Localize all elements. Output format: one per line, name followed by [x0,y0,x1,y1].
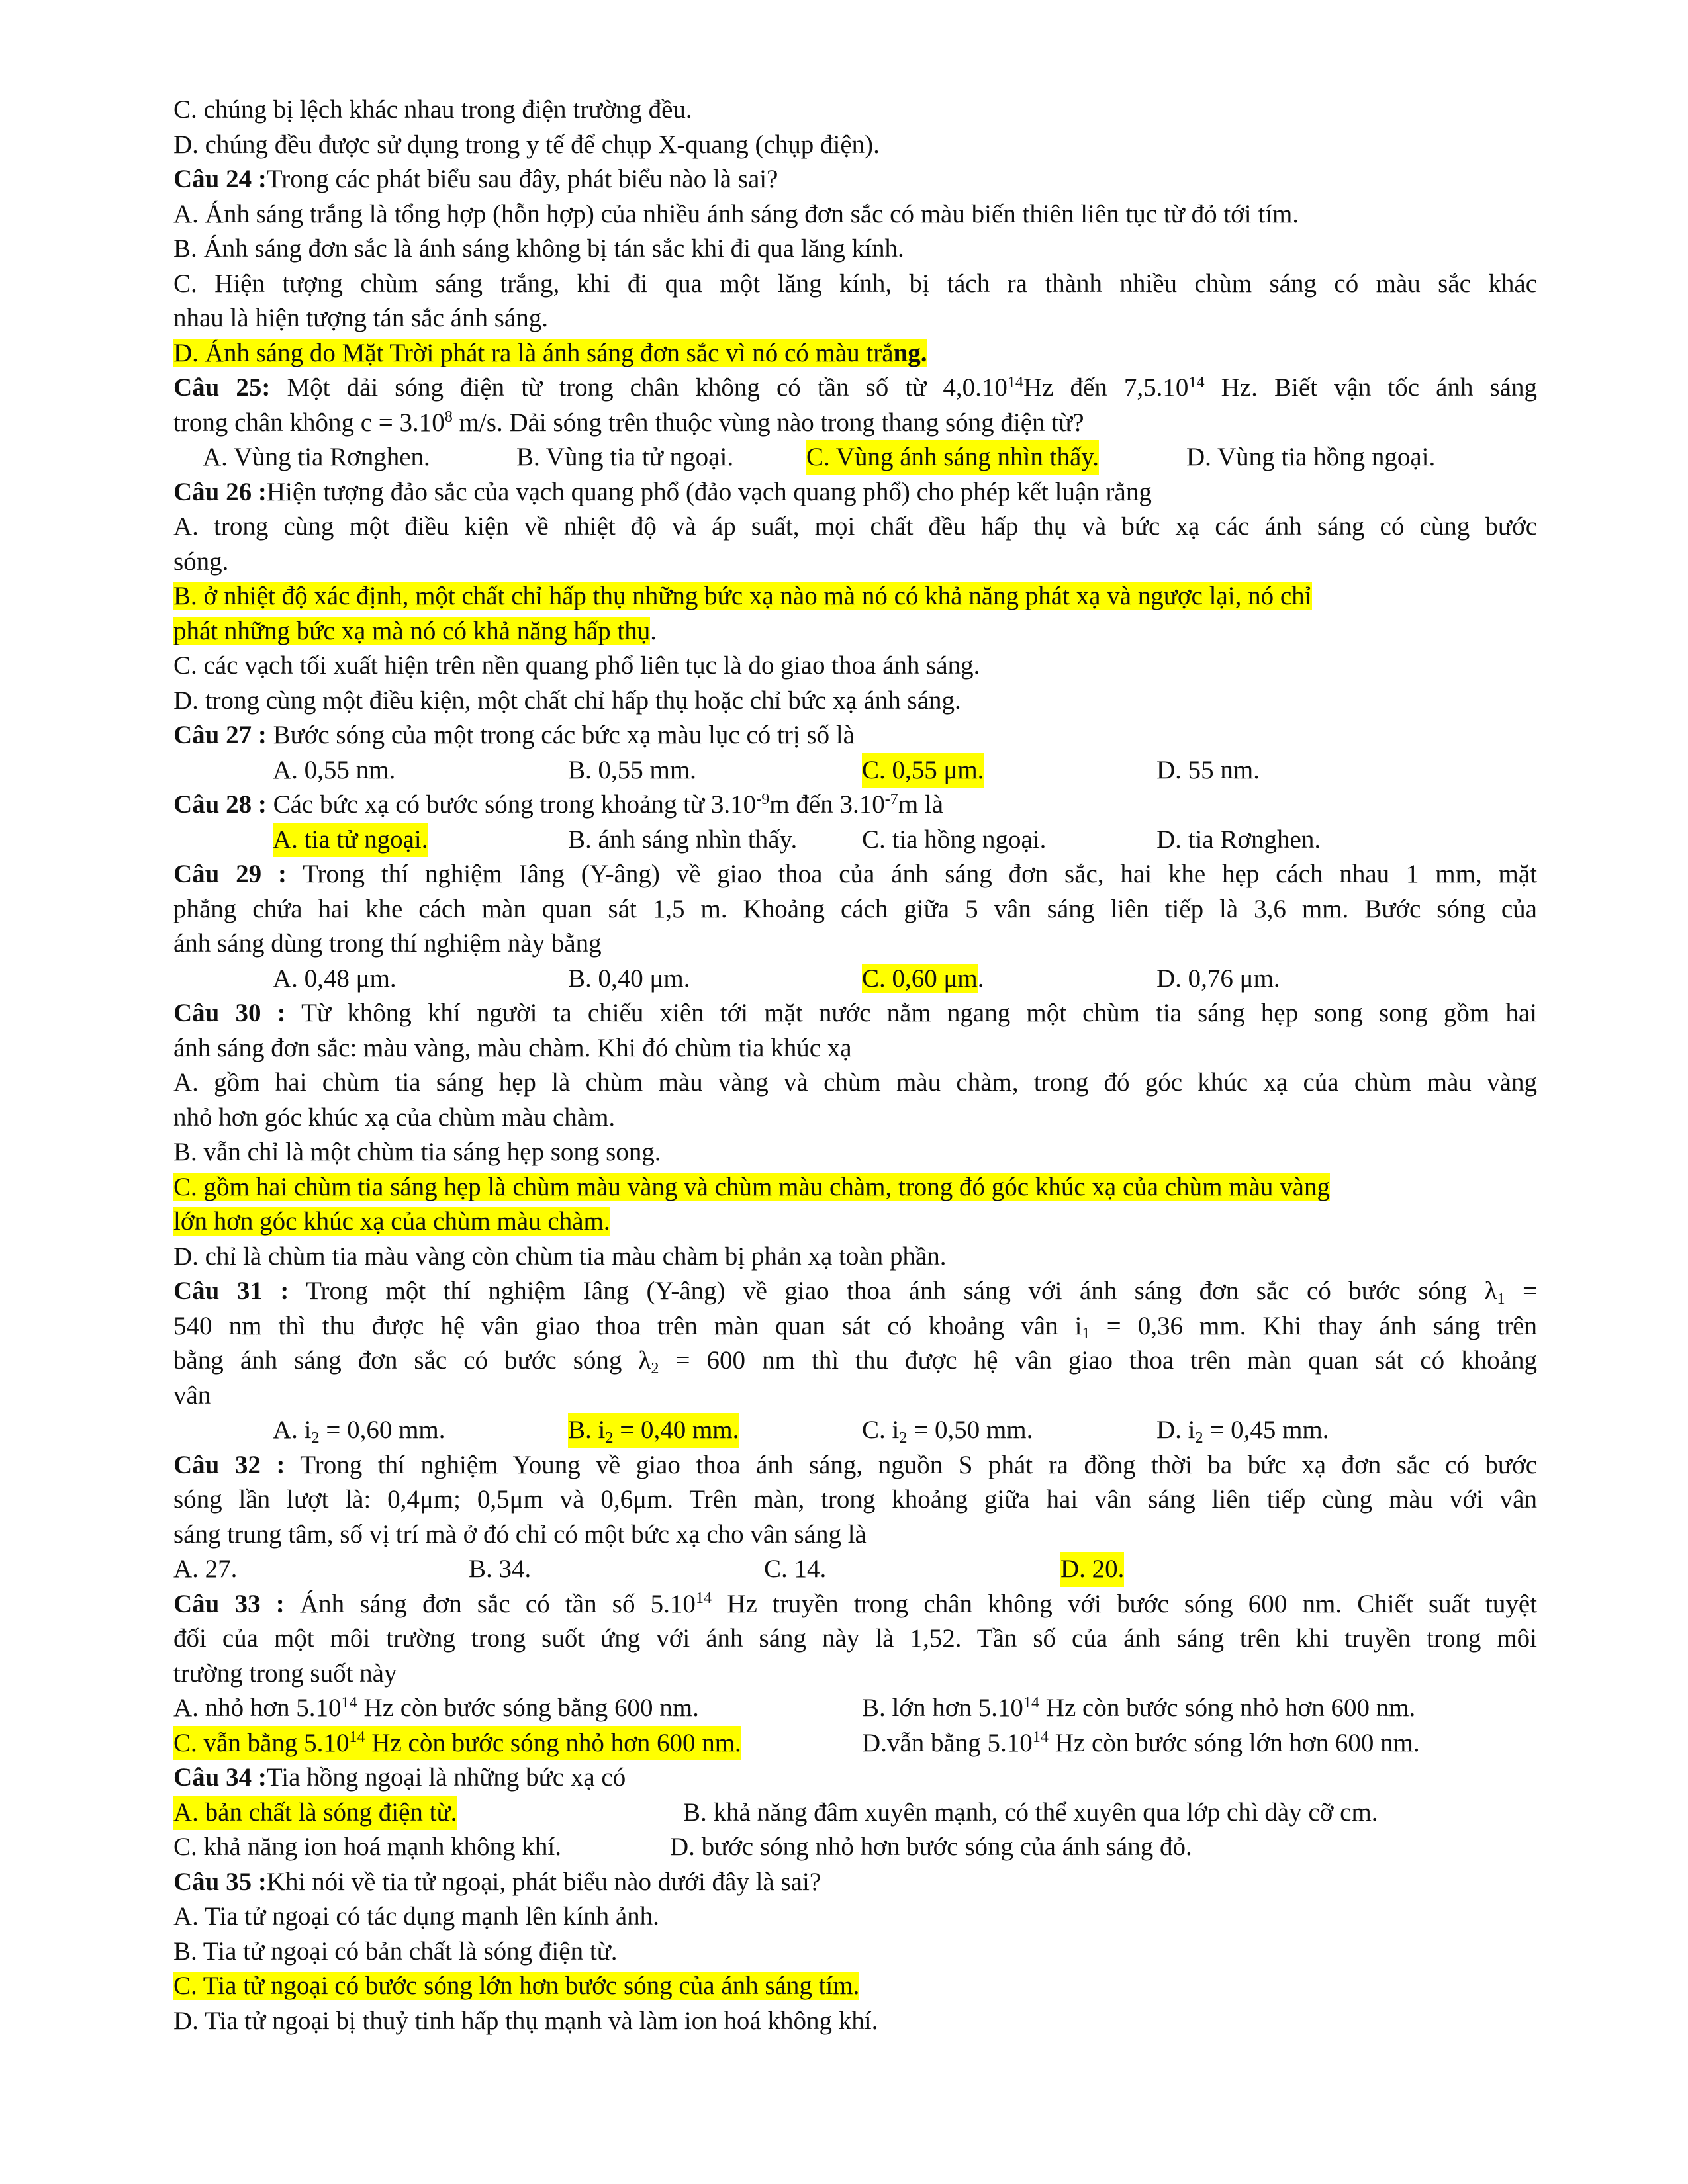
option-d: D. 55 nm. [1156,755,1260,784]
option-c-q26: C. các vạch tối xuất hiện trên nền quang phổ liên tục là do giao thoa ánh sáng. [173,651,980,680]
answer-highlight: D. Ánh sáng do Mặt Trời phát ra là ánh sáng đơn sắc vì nó có màu trắng. [173,338,927,367]
question-label: Câu 29 : [173,860,287,888]
option-c-answer: C. 0,60 μm. [862,964,984,993]
option-d-q26: D. trong cùng một điều kiện, một chất chỉ hấp thụ hoặc chỉ bức xạ ánh sáng. [173,686,961,715]
option-b: B. 0,40 μm. [568,964,690,993]
options-q25 [173,440,1537,475]
question-27: Câu 27 : Bước sóng của một trong các bức xạ màu lục có trị số là [173,721,855,749]
option-b: B. 0,55 mm. [568,755,696,784]
option-b-q35: B. Tia tử ngoại có bản chất là sóng điện từ. [173,1936,618,1966]
option-d-q23: D. chúng đều được sử dụng trong y tế để chụp X-quang (chụp điện). [173,130,880,159]
option-d-q30: D. chỉ là chùm tia màu vàng còn chùm tia màu chàm bị phản xạ toàn phần. [173,1242,947,1271]
question-25: Câu 25: Một dải sóng điện từ trong chân không có tần số từ 4,0.10$^{14}$Hz đến 7,5.10$^{14}$ Hz. Biết vận tốc ánh sáng [173,373,1537,402]
question-label: Câu 24 : [173,165,267,193]
question-label: Câu 26 : [173,477,267,506]
option-a: A. 0,48 μm. [273,964,397,993]
option-c-answer: C. 0,55 μm. [862,753,984,788]
question-35: Câu 35 :Khi nói về tia tử ngoại, phát biểu nào dưới đây là sai? [173,1867,821,1896]
question-32: Câu 32 : Trong thí nghiệm Young về giao thoa ánh sáng, nguồn S phát ra đồng thời ba bức xạ đơn sắc có bước [173,1450,1537,1479]
option-c-q24: C. Hiện tượng chùm sáng trắng, khi đi qua một lăng kính, bị tách ra thành nhiều chùm sáng có màu sắc khác [173,269,1537,298]
question-26: Câu 26 :Hiện tượng đảo sắc của vạch quang phổ (đảo vạch quang phổ) cho phép kết luận rằng [173,477,1152,506]
option-a: A. Vùng tia Rơnghen. [203,443,430,471]
option-c: C. khả năng ion hoá mạnh không khí. [173,1833,562,1861]
options-q27 [173,753,1537,788]
option-a: A. nhỏ hơn 5.10$^{14}$ Hz còn bước sóng bằng 600 nm. [173,1693,699,1722]
question-30: Câu 30 : Từ không khí người ta chiếu xiên tới mặt nước nằm ngang một chùm tia sáng hẹp song song gồm hai [173,999,1538,1027]
question-label: Câu 28 : [173,790,267,819]
option-c-q24-cont: nhau là hiện tượng tán sắc ánh sáng. [173,304,548,332]
question-30-cont: ánh sáng đơn sắc: màu vàng, màu chàm. Khi đó chùm tia khúc xạ [173,1033,852,1062]
question-32-cont2: sáng trung tâm, số vị trí mà ở đó chỉ có một bức xạ cho vân sáng là [173,1520,867,1549]
question-33-cont: đối của một môi trường trong suốt ứng với ánh sáng này là 1,52. Tần số của ánh sáng trên khi truyền trong môi [173,1624,1537,1653]
answer-highlight: phát những bức xạ mà nó có khả năng hấp thụ [173,616,651,645]
option-a-q26-cont: sóng. [173,547,229,576]
question-28: Câu 28 : Các bức xạ có bước sóng trong khoảng từ $3.10^{-9}m$ đến $3.10^{-7}m$ là [173,790,944,819]
question-33-cont2: trường trong suốt này [173,1659,397,1688]
option-d: D.vẫn bằng 5.10$^{14}$ Hz còn bước sóng lớn hơn 600 nm. [862,1728,1420,1757]
option-d: D. bước sóng nhỏ hơn bước sóng của ánh sáng đỏ. [670,1833,1192,1861]
question-32-cont: sóng lần lượt là: 0,4μm; 0,5μm và 0,6μm. Trên màn, trong khoảng giữa hai vân sáng liên tiếp cùng màu với vân [173,1485,1537,1514]
option-d-q24-answer [173,336,1537,371]
question-29-cont: phẳng chứa hai khe cách màn quan sát 1,5 m. Khoảng cách giữa 5 vân sáng liên tiếp là 3,6 mm. Bước sóng của [173,894,1537,923]
option-c: C. tia hồng ngoại. [862,825,1047,854]
question-label: Câu 31 : [173,1277,289,1305]
option-b-q30: B. vẫn chỉ là một chùm tia sáng hẹp song song. [173,1138,661,1166]
option-a-q26: A. trong cùng một điều kiện về nhiệt độ và áp suất, mọi chất đều hấp thụ và bức xạ các ánh sáng có cùng bước [173,512,1537,541]
question-label: Câu 30 : [173,999,286,1027]
answer-highlight: B. ở nhiệt độ xác định, một chất chỉ hấp thụ những bức xạ nào mà nó có khả năng phát xạ và ngược lại, nó chỉ [173,582,1312,610]
question-29: Câu 29 : Trong thí nghiệm Iâng (Y-âng) về giao thoa của ánh sáng đơn sắc, hai khe hẹp cách nhau 1 mm, mặt [173,860,1537,888]
option-d: D. tia Rơnghen. [1156,825,1321,854]
option-c-q23: C. chúng bị lệch khác nhau trong điện trường đều. [173,95,692,124]
option-a: A. 0,55 nm. [273,755,396,784]
question-31-cont: 540 nm thì thu được hệ vân giao thoa trên màn quan sát có khoảng vân $i_1 = 0,36$ mm. Khi thay ánh sáng trên [173,1311,1537,1343]
option-c-q30-answer [173,1170,1537,1205]
options-q34-cd [173,1830,1537,1865]
question-29-cont2: ánh sáng dùng trong thí nghiệm này bằng [173,929,602,958]
option-a: A. $i_2 = 0,60$ mm. [273,1416,445,1447]
question-label: Câu 32 : [173,1450,285,1479]
question-31-cont3: vân [173,1381,211,1410]
option-c-answer: C. Vùng ánh sáng nhìn thấy. [806,440,1099,475]
option-a-answer: A. tia tử ngoại. [273,823,428,858]
option-b-q26-answer-cont: phát những bức xạ mà nó có khả năng hấp thụ. [173,616,657,645]
option-c: C. 14. [764,1555,827,1583]
option-d-q35: D. Tia tử ngoại bị thuỷ tinh hấp thụ mạnh và làm ion hoá không khí. [173,2006,878,2035]
option-b-q24: B. Ánh sáng đơn sắc là ánh sáng không bị tán sắc khi đi qua lăng kính. [173,234,904,263]
option-a-answer: A. bản chất là sóng điện từ. [173,1796,457,1831]
option-b: B. 34. [469,1555,532,1583]
option-c-q30-answer-cont [173,1205,1537,1240]
answer-highlight: lớn hơn góc khúc xạ của chùm màu chàm. [173,1207,610,1236]
options-q28 [173,823,1537,858]
option-c: C. $i_2 = 0,50$ mm. [862,1416,1033,1447]
document-page [173,93,1537,2038]
option-a: A. 27. [173,1555,238,1583]
option-b-answer: B. $i_2 = 0,40$ mm. [568,1413,739,1448]
option-c-q35-answer [173,1969,1537,2004]
answer-highlight: C. gồm hai chùm tia sáng hẹp là chùm màu vàng và chùm màu chàm, trong đó góc khúc xạ của chùm màu vàng [173,1172,1330,1201]
options-q32 [173,1552,1537,1587]
question-33: Câu 33 : Ánh sáng đơn sắc có tần số 5.10$^{14}$ Hz truyền trong chân không với bước sóng 600 nm. Chiết suất tuyệt [173,1589,1538,1618]
question-24: Câu 24 :Trong các phát biểu sau đây, phát biểu nào là sai? [173,165,778,193]
option-c-answer: C. vẫn bằng 5.10$^{14}$ Hz còn bước sóng nhỏ hơn 600 nm. [173,1726,741,1761]
option-a-q35: A. Tia tử ngoại có tác dụng mạnh lên kính ảnh. [173,1902,659,1931]
options-q34-ab [173,1796,1537,1831]
question-label: Câu 25: [173,373,271,402]
option-a-q24: A. Ánh sáng trắng là tổng hợp (hỗn hợp) của nhiều ánh sáng đơn sắc có màu biến thiên liên tục từ đỏ tới tím. [173,199,1299,228]
question-25-cont: trong chân không $c = 3.10^8$ m/s. Dải sóng trên thuộc vùng nào trong thang sóng điện từ? [173,408,1084,437]
options-q33-cd [173,1726,1537,1761]
option-d: D. $i_2 = 0,45$ mm. [1156,1416,1329,1447]
option-b: B. lớn hơn 5.10$^{14}$ Hz còn bước sóng nhỏ hơn 600 nm. [862,1693,1416,1722]
option-b-q26-answer [173,579,1537,614]
question-label: Câu 35 : [173,1867,267,1896]
option-b: B. ánh sáng nhìn thấy. [568,825,798,854]
options-q31 [173,1413,1537,1448]
question-label: Câu 33 : [173,1589,285,1618]
option-a-q30: A. gồm hai chùm tia sáng hẹp là chùm màu vàng và chùm màu chàm, trong đó góc khúc xạ của chùm màu vàng [173,1068,1537,1097]
question-31: Câu 31 : Trong một thí nghiệm Iâng (Y-âng) về giao thoa ánh sáng với ánh sáng đơn sắc có bước sóng $\lambda_1$ = [173,1277,1538,1308]
options-q29 [173,962,1537,997]
question-34: Câu 34 :Tia hồng ngoại là những bức xạ có [173,1763,626,1792]
option-d: D. 0,76 μm. [1156,964,1280,993]
question-label: Câu 34 : [173,1763,267,1792]
option-d-answer: D. 20. [1060,1552,1124,1587]
option-d: D. Vùng tia hồng ngoại. [1186,443,1436,471]
question-label: Câu 27 : [173,721,267,749]
option-b: B. khả năng đâm xuyên mạnh, có thể xuyên qua lớp chì dày cỡ cm. [683,1797,1378,1827]
question-31-cont2: bằng ánh sáng đơn sắc có bước sóng $\lambda_2 = 600$ nm thì thu được hệ vân giao thoa trên màn quan sát có khoảng [173,1346,1538,1377]
answer-highlight: C. Tia tử ngoại có bước sóng lớn hơn bước sóng của ánh sáng tím. [173,1972,860,2000]
option-b: B. Vùng tia tử ngoại. [516,443,734,471]
option-a-q30-cont: nhỏ hơn góc khúc xạ của chùm màu chàm. [173,1103,616,1132]
options-q33-ab [173,1691,1537,1726]
